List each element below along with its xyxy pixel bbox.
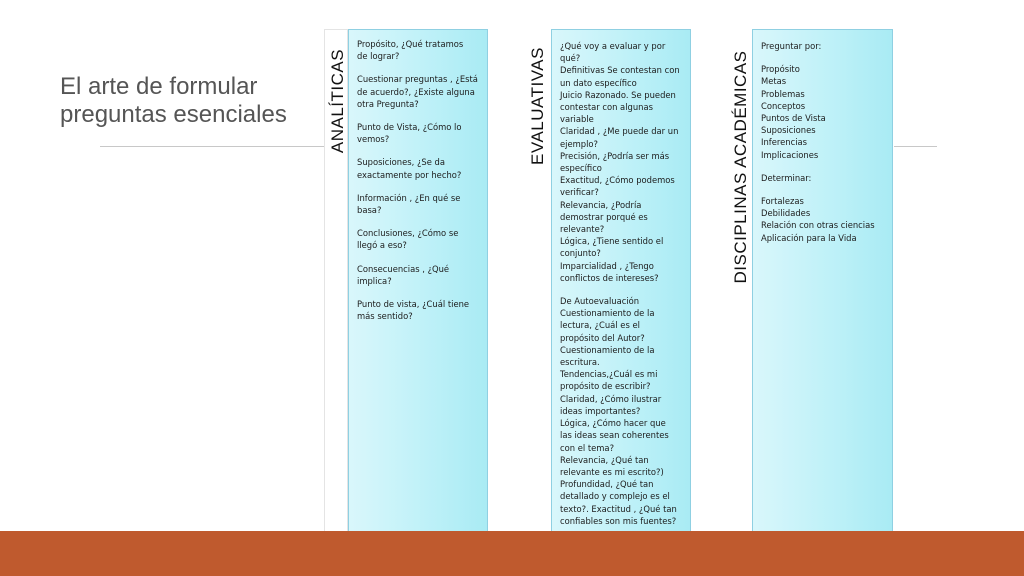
autoevaluacion-line: relevante es mi escrito?) [560, 466, 664, 477]
analiticas-item-line: vemos? [357, 134, 390, 145]
autoevaluacion-line: Tendencias,¿Cuál es mi [560, 369, 658, 380]
autoevaluacion-line: De Autoevaluación [560, 296, 640, 307]
autoevaluacion-line: con el tema? [560, 442, 615, 453]
analiticas-item-line: de acuerdo?, ¿Existe alguna [357, 86, 475, 97]
evaluativas-line: Claridad , ¿Me puede dar un [560, 126, 679, 137]
autoevaluacion-line: detallado y complejo es el [560, 491, 670, 502]
disciplinas-heading-preguntar: Preguntar por: [761, 41, 822, 51]
analiticas-item-line: Cuestionar preguntas , ¿Está [357, 74, 478, 85]
analiticas-item-line: llegó a eso? [357, 240, 407, 251]
title-divider-left [100, 146, 324, 147]
analiticas-item-line: Punto de Vista, ¿Cómo lo [357, 122, 462, 133]
disciplinas-item: Suposiciones [761, 125, 816, 136]
autoevaluacion-line: Cuestionamiento de la [560, 344, 655, 355]
title-divider-right [893, 146, 937, 147]
questions-table-image [324, 26, 894, 558]
evaluativas-line: conjunto? [560, 248, 601, 259]
evaluativas-line: demostrar porqué es [560, 211, 648, 222]
disciplinas-item: Puntos de Vista [761, 113, 826, 124]
disciplinas-item: Metas [761, 76, 787, 87]
evaluativas-line: verificar? [560, 187, 599, 198]
evaluativas-line: específico [560, 163, 602, 174]
evaluativas-line: Lógica, ¿Tiene sentido el [560, 236, 664, 247]
autoevaluacion-line: confiables son mis fuentes? [560, 515, 677, 526]
analiticas-item-line: Consecuencias , ¿Qué [357, 263, 450, 274]
disciplinas-item: Implicaciones [761, 149, 819, 160]
slide-title-line2: preguntas esenciales [60, 101, 287, 128]
evaluativas-line: conflictos de intereses? [560, 272, 659, 283]
footer-accent-bar [0, 531, 1024, 576]
analiticas-item-line: Punto de vista, ¿Cuál tiene [357, 299, 470, 310]
autoevaluacion-line: ideas importantes? [560, 405, 641, 416]
analiticas-item-line: Suposiciones, ¿Se da [357, 157, 445, 168]
slide-title [60, 73, 320, 129]
autoevaluacion-line: texto?. Exactitud , ¿Qué tan [560, 503, 677, 514]
evaluativas-line: ejemplo? [560, 138, 599, 149]
column-evaluativas [551, 29, 691, 558]
analiticas-item-line: de lograr? [357, 51, 400, 62]
autoevaluacion-line: Lógica, ¿Cómo hacer que [560, 418, 666, 429]
disciplinas-item: Problemas [761, 88, 805, 99]
evaluativas-line: Imparcialidad , ¿Tengo [560, 260, 654, 271]
analiticas-item-line: implica? [357, 275, 392, 286]
disciplinas-item: Fortalezas [761, 196, 804, 207]
analiticas-item-line: Conclusiones, ¿Cómo se [357, 228, 459, 239]
autoevaluacion-line: Cuestionamiento de la [560, 308, 655, 319]
autoevaluacion-line: escritura. [560, 357, 600, 368]
autoevaluacion-line: propósito de escribir? [560, 381, 651, 392]
evaluativas-line: relevante? [560, 224, 605, 235]
autoevaluacion-line: Claridad, ¿Cómo ilustrar [560, 393, 662, 404]
evaluativas-line: qué? [560, 53, 581, 64]
analiticas-item-line: Propósito, ¿Qué tratamos [357, 39, 464, 49]
analiticas-item-line: Información , ¿En qué se [357, 192, 461, 203]
evaluativas-line: Definitivas Se contestan con [560, 65, 680, 76]
header-disciplinas: DISCIPLINAS ACADÉMICAS [731, 50, 750, 284]
autoevaluacion-line: lectura, ¿Cuál es el [560, 320, 640, 331]
analiticas-item-line: basa? [357, 205, 382, 216]
autoevaluacion-line: Profundidad, ¿Qué tan [560, 479, 654, 490]
evaluativas-line: Precisión, ¿Podría ser más [560, 150, 670, 161]
autoevaluacion-line: propósito del Autor? [560, 332, 645, 343]
header-evaluativas: EVALUATIVAS [528, 47, 547, 165]
disciplinas-item: Debilidades [761, 208, 811, 219]
column-analiticas [348, 29, 488, 558]
evaluativas-line: ¿Qué voy a evaluar y por [560, 41, 666, 51]
evaluativas-line: Exactitud, ¿Cómo podemos [560, 175, 675, 186]
disciplinas-item: Propósito [761, 64, 800, 75]
autoevaluacion-line: las ideas sean coherentes [560, 430, 669, 441]
disciplinas-item: Inferencias [761, 137, 808, 148]
disciplinas-item: Aplicación para la Vida [761, 232, 857, 243]
disciplinas-item: Relación con otras ciencias [761, 220, 875, 231]
disciplinas-item: Conceptos [761, 100, 806, 111]
autoevaluacion-line: Relevancia, ¿Qué tan [560, 454, 649, 465]
evaluativas-line: Juicio Razonado. Se pueden [560, 89, 676, 100]
evaluativas-line: un dato específico [560, 77, 637, 88]
header-analiticas: ANALÍTICAS [328, 48, 347, 154]
analiticas-item-line: otra Pregunta? [357, 98, 419, 109]
analiticas-item-line: más sentido? [357, 311, 413, 322]
slide-title-line1: El arte de formular [60, 73, 258, 100]
evaluativas-line: contestar con algunas [560, 102, 653, 113]
disciplinas-heading-determinar: Determinar: [761, 172, 812, 183]
evaluativas-line: variable [560, 114, 594, 125]
analiticas-item-line: exactamente por hecho? [357, 169, 462, 180]
evaluativas-line: Relevancia, ¿Podría [560, 199, 642, 210]
column-disciplinas [752, 29, 893, 558]
